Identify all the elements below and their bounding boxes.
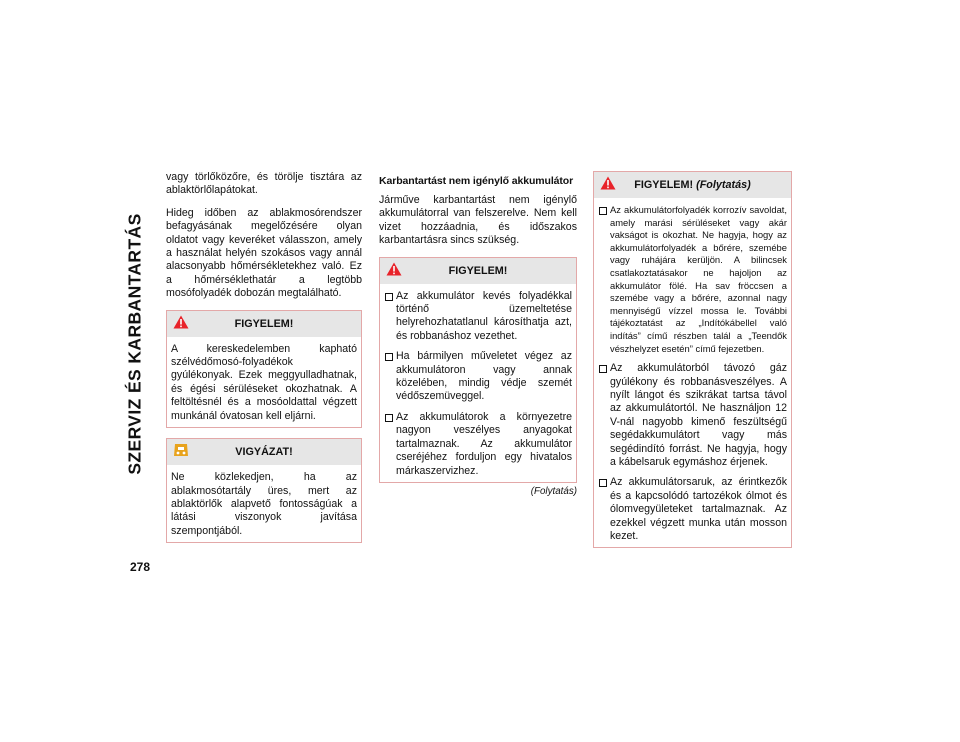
caution-text: Ne közlekedjen, ha az ablakmosótartály üres, mert az ablaktörlők alapvető fontosságúak a látási viszonyok javítása szempontjából.: [171, 471, 357, 537]
column-1: [166, 171, 362, 553]
warning-title: FIGYELEM!: [448, 264, 508, 277]
column-2: [379, 171, 577, 497]
warning-title: [634, 179, 750, 191]
warning-triangle-icon: [173, 315, 189, 329]
paragraph-battery: Járműve karbantartást nem igénylő akkumulátorral van felszerelve. Nem kell vizet hozzáadnia, és időszakos karbantartásra sincs szükség.: [379, 194, 577, 247]
bullet-square-icon: [599, 479, 607, 487]
warning-text: A kereskedelemben kapható szélvédőmosó-folyadékok gyúlékonyak. Ezek meggyulladhatnak, és égési sérüléseket okozhatnak. A feltöltésnél és a mosóoldattal végzett munkánál óvatosan kell eljárni.: [171, 342, 357, 422]
paragraph-winter-washer-fluid: Hideg időben az ablakmosórendszer befagyásának megelőzésére olyan oldatot vagy keveréket válasszon, amely a használat helyén szokásos vagy annál alacsonyabb hőmérsékletekhez való. Ez a hőmérséklethatár a legtöbb mosófolyadék dobozán megtalálható.: [166, 206, 362, 300]
warning-title-suffix: (Folytatás): [696, 179, 751, 191]
list-item: [598, 204, 787, 355]
bullet-square-icon: [385, 353, 393, 361]
bullet-square-icon: [599, 207, 607, 215]
bullet-square-icon: [385, 293, 393, 301]
paragraph-wiper-blades: vagy törlőközőre, és törölje tisztára az ablaktörlőlapátokat.: [166, 171, 362, 197]
column-3: [593, 171, 792, 558]
section-heading-battery: Karbantartást nem igénylő akkumulátor: [379, 175, 574, 187]
list-item: [598, 476, 787, 543]
warning-box-header: [380, 258, 576, 284]
caution-car-icon: [173, 443, 189, 457]
warning-triangle-icon: [386, 262, 402, 276]
warning-title-text: FIGYELEM!: [634, 179, 694, 191]
bullet-square-icon: [599, 365, 607, 373]
list-item-text: Az akkumulátor kevés folyadékkal történő üzemeltetése helyrehozhatatlanul károsíthatja azt, és robbanáshoz vezethet.: [396, 289, 572, 342]
list-item-text: Az akkumulátorsaruk, az érintkezők és a kapcsolódó tartozékok ólmot és ólomvegyületeket tartalmaznak. Az ezekkel végzett munka után mosson kezet.: [610, 476, 787, 542]
warning-box-header: [167, 311, 361, 337]
bullet-square-icon: [385, 414, 393, 422]
warning-box-battery: [379, 257, 577, 483]
warning-title: FIGYELEM!: [234, 317, 294, 330]
list-item: [384, 290, 572, 344]
list-item: [384, 350, 572, 404]
caution-box-empty-reservoir: [166, 438, 362, 543]
continued-note: (Folytatás): [530, 485, 577, 497]
warning-box-washer-fluid: [166, 310, 362, 428]
list-item-text: Az akkumulátorok a környezetre nagyon veszélyes anyagokat tartalmaznak. Az akkumulátor cseréjéhez forduljon egy hivatalos márkaszervizhez.: [396, 410, 572, 477]
list-item: [384, 411, 572, 478]
section-side-title: SZERVIZ ÉS KARBANTARTÁS: [124, 213, 145, 475]
list-item: [598, 362, 787, 469]
warning-box-header: [594, 172, 791, 198]
warning-box-battery-continued: [593, 171, 792, 548]
page-number: 278: [130, 560, 151, 574]
caution-box-header: [167, 439, 361, 465]
list-item-text: Ha bármilyen műveletet végez az akkumulátoron vagy annak közelében, mindig védje szemét védőszemüveggel.: [396, 350, 572, 403]
list-item-text: Az akkumulátorfolyadék korrozív savoldat, amely marási sérüléseket vagy akár vakságot is okozhat. Ne hagyja, hogy az akkumulátorfolyadék a bőrére, szemébe vagy ruhájára kerüljön. A bilincsek csatlakoztatásakor ne hajoljon az akkumulátor fölé. Ha sav fröccsen a szemébe vagy a bőrére, azonnal nagy mennyiségű vízzel mossa le. További tájékoztatást az „Indítókábellel való indítás” című részben talál a „Teendők vészhelyzet esetén” című fejezetben.: [610, 204, 787, 354]
list-item-text: Az akkumulátorból távozó gáz gyúlékony és robbanásveszélyes. A nyílt lángot és szikrákat tartsa távol az akkumulátortól. Ne használjon 12 V-nál nagyobb kimenő feszültségű segédakkumulátort vagy más segédindító forrást. Ne hagyja, hogy a kábelsaruk egymáshoz érjenek.: [610, 362, 787, 468]
warning-triangle-icon: [600, 176, 616, 190]
caution-title: VIGYÁZAT!: [235, 446, 293, 459]
